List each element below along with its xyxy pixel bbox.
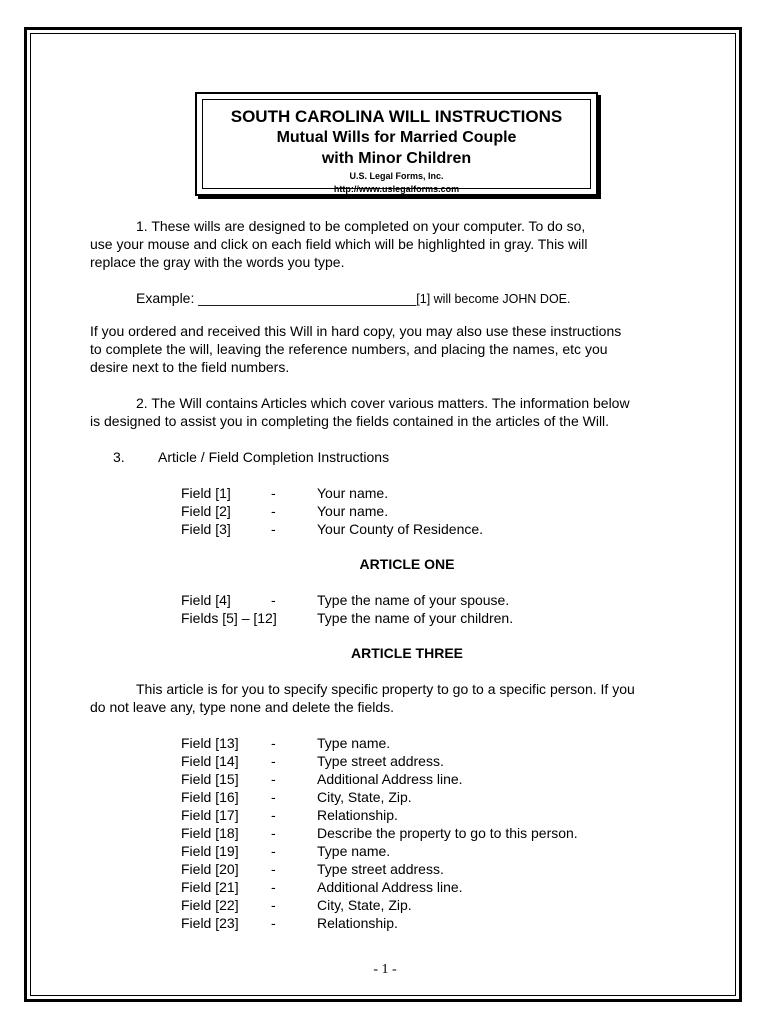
field-dash: - xyxy=(271,735,276,751)
field-desc: Type street address. xyxy=(317,753,444,769)
field-desc: City, State, Zip. xyxy=(317,897,412,913)
field-label: Field [19] xyxy=(181,843,239,859)
title-box xyxy=(195,92,598,196)
article-three-intro-line2: do not leave any, type none and delete the fields. xyxy=(90,699,395,715)
field-dash: - xyxy=(271,807,276,823)
field-dash: - xyxy=(271,843,276,859)
field-label: Fields [5] – [12] xyxy=(181,610,277,626)
field-label: Field [20] xyxy=(181,861,239,877)
publisher-url: http://www.uslegalforms.com xyxy=(333,184,460,194)
field-desc: City, State, Zip. xyxy=(317,789,412,805)
field-desc: Additional Address line. xyxy=(317,879,463,895)
field-label: Field [2] xyxy=(181,503,231,519)
field-label: Field [16] xyxy=(181,789,239,805)
para2-line2: is designed to assist you in completing the fields contained in the articles of the Will. xyxy=(90,413,610,429)
example-line xyxy=(136,289,570,308)
field-desc: Type street address. xyxy=(317,861,444,877)
field-label: Field [23] xyxy=(181,915,239,931)
field-desc: Relationship. xyxy=(317,915,398,931)
field-label: Field [17] xyxy=(181,807,239,823)
example-suffix: [1] will become JOHN DOE. xyxy=(416,292,571,306)
field-label: Field [21] xyxy=(181,879,239,895)
field-desc: Additional Address line. xyxy=(317,771,463,787)
field-label: Field [1] xyxy=(181,485,231,501)
hardcopy-line1: If you ordered and received this Will in hard copy, you may also use these instructions xyxy=(90,323,622,339)
article-three-intro-line1: This article is for you to specify specific property to go to a specific person. If you xyxy=(136,681,635,697)
field-label: Field [15] xyxy=(181,771,239,787)
field-dash: - xyxy=(271,592,276,608)
hardcopy-line3: desire next to the field numbers. xyxy=(90,359,290,375)
document-subtitle-line2: with Minor Children xyxy=(321,150,472,167)
field-dash: - xyxy=(271,879,276,895)
field-dash: - xyxy=(271,503,276,519)
field-dash: - xyxy=(271,521,276,537)
para3-text: Article / Field Completion Instructions xyxy=(158,449,390,465)
field-desc: Your County of Residence. xyxy=(317,521,484,537)
field-desc: Type the name of your spouse. xyxy=(317,592,510,608)
title-box-inner xyxy=(202,99,591,194)
article-three-heading: ARTICLE THREE xyxy=(351,645,463,661)
field-desc: Your name. xyxy=(317,485,389,501)
para1-line3: replace the gray with the words you type. xyxy=(90,254,345,270)
field-desc: Type the name of your children. xyxy=(317,610,514,626)
para3-number: 3. xyxy=(113,449,125,465)
field-label: Field [13] xyxy=(181,735,239,751)
para2-line1: 2. The Will contains Articles which cover various matters. The information below xyxy=(136,395,630,411)
field-desc: Describe the property to go to this person. xyxy=(317,825,578,841)
page-number: - 1 - xyxy=(373,962,397,977)
field-dash: - xyxy=(271,485,276,501)
field-desc: Type name. xyxy=(317,843,391,859)
field-dash: - xyxy=(271,825,276,841)
field-desc: Relationship. xyxy=(317,807,398,823)
hardcopy-line2: to complete the will, leaving the reference numbers, and placing the names, etc you xyxy=(90,341,608,357)
field-dash: - xyxy=(271,861,276,877)
document-subtitle-line1: Mutual Wills for Married Couple xyxy=(276,129,517,146)
para1-line1: 1. These wills are designed to be completed on your computer. To do so, xyxy=(136,218,586,234)
publisher-name: U.S. Legal Forms, Inc. xyxy=(349,171,444,181)
para1-line2: use your mouse and click on each field which will be highlighted in gray. This will xyxy=(90,236,588,252)
field-desc: Your name. xyxy=(317,503,389,519)
field-dash: - xyxy=(271,789,276,805)
article-one-heading: ARTICLE ONE xyxy=(359,556,455,572)
example-label: Example: ____________________________ xyxy=(136,290,417,306)
field-label: Field [4] xyxy=(181,592,231,608)
field-dash: - xyxy=(271,753,276,769)
field-label: Field [22] xyxy=(181,897,239,913)
field-dash: - xyxy=(271,897,276,913)
field-label: Field [3] xyxy=(181,521,231,537)
field-dash: - xyxy=(271,771,276,787)
field-desc: Type name. xyxy=(317,735,391,751)
document-title: SOUTH CAROLINA WILL INSTRUCTIONS xyxy=(230,107,563,126)
field-label: Field [14] xyxy=(181,753,239,769)
field-label: Field [18] xyxy=(181,825,239,841)
field-dash: - xyxy=(271,915,276,931)
